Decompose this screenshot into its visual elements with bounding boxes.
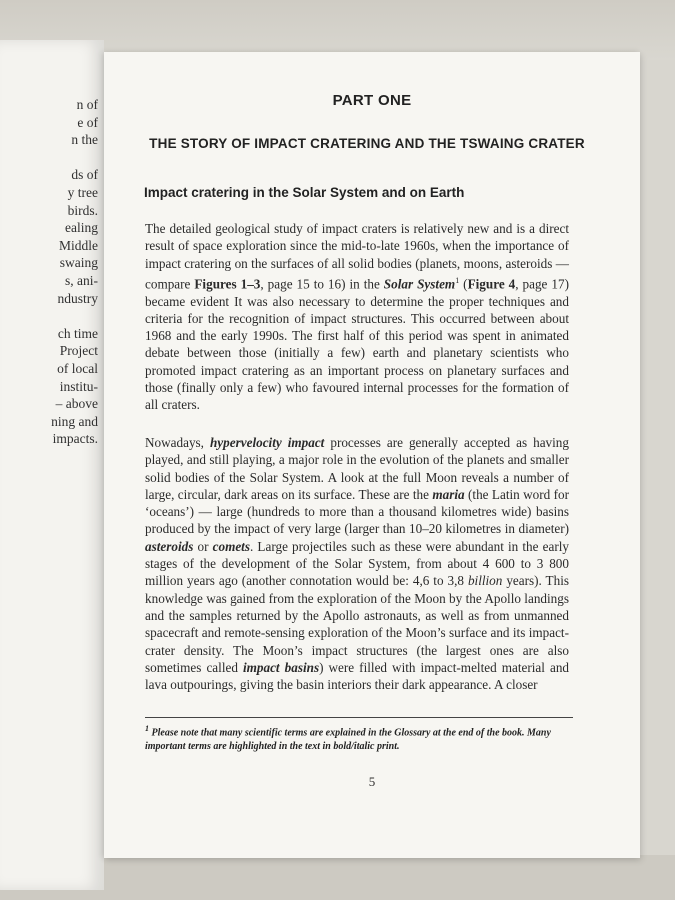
left-page-line: ch time	[57, 325, 98, 341]
left-page-line: ning and	[51, 413, 98, 429]
left-page-line: y tree	[67, 184, 98, 200]
paragraph-1: The detailed geological study of impact craters is relatively new and is a direct result of space exploration since the mid-to-late 1960s, when the importance of impact cratering on the surfaces of all solid bodies (planets, moons, asteroids — compare Figures 1–3, page 15 to 16) in the Solar System$^1$ (Figure 4, page 17) became evident It was also necessary to determine the proper techniques and criteria for the recognition of impact structures. This occurred between about 1968 and the early 1990s. The first half of this period was spent in animated debate between those (initially a few) earth and planetary scientists who promoted impact cratering as an important process on planetary surfaces and those (finally only a few) who favoured internal processes for the formation of all craters.	[145, 221, 569, 413]
footnote: $^1$ Please note that many scientific terms are explained in the Glossary at the end of the book. Many important terms are highlighted in the text in bold/italic print.	[145, 724, 551, 753]
figure-ref: Figures 1–3	[194, 276, 261, 292]
left-page-line: ndustry	[57, 290, 98, 306]
left-page	[0, 40, 104, 890]
left-page-line: impacts.	[52, 431, 98, 447]
left-page-line: Project	[59, 343, 98, 359]
left-page-line: n the	[71, 132, 98, 148]
term-comets: comets	[212, 538, 250, 554]
term-hypervelocity-impact: hypervelocity impact	[209, 435, 325, 450]
left-page-line: – above	[55, 396, 98, 412]
part-title: PART ONE	[332, 92, 412, 109]
term-billion: billion	[467, 573, 503, 589]
term-asteroids: asteroids	[145, 538, 194, 554]
left-page-line: Middle	[59, 237, 98, 253]
left-page-line	[0, 307, 98, 325]
figure-ref: Figure 4	[467, 276, 516, 292]
paragraph-2: Nowadays, hypervelocity impact processes are generally accepted as having played, and still playing, a major role in the evolution of the planets and smaller solid bodies of the Solar System. A look at the full Moon reveals a number of large, circular, dark areas on its surface. These are the maria (the Latin word for ‘oceans’) — large (hundreds to more than a thousand kilometres wide) basins produced by the impact of very large (larger than 10–20 kilometres in diameter) asteroids or comets. Large projectiles such as these were abundant in the early stages of the development of the Solar System, from about 4 600 to 3 800 million years ago (another connotation would be: 4,6 to 3,8 billion years). This knowledge was gained from the exploration of the Moon by the Apollo landings and the samples returned by the Apollo astronauts, as well as from unmanned spacecraft and remote-sensing exploration of the Moon’s surface and its impact-crater density. The Moon’s impact structures (the largest ones are also sometimes called impact basins) were filled with impact-melted material and lava outpourings, giving the basin interiors their dark appearance. A closer	[145, 435, 570, 693]
term-solar-system: Solar System	[383, 276, 456, 292]
left-page-line: e of	[77, 114, 98, 130]
chapter-title: THE STORY OF IMPACT CRATERING AND THE TSWAING CRATER	[149, 136, 585, 151]
section-title: Impact cratering in the Solar System and on Earth	[144, 185, 465, 200]
footnote-divider	[145, 717, 573, 718]
left-page-line	[0, 149, 98, 167]
page-number: 5	[368, 774, 376, 789]
left-page-line: swaing	[59, 255, 98, 271]
left-page-line: n of	[76, 97, 98, 112]
footnote-ref: 1	[455, 275, 460, 285]
left-page-line: s, ani-	[65, 272, 98, 288]
left-page-line: ds of	[71, 167, 98, 183]
term-impact-basins: impact basins	[242, 659, 320, 675]
left-page-text	[0, 96, 98, 448]
term-maria: maria	[432, 486, 465, 502]
right-page	[104, 52, 640, 858]
left-page-line: birds.	[67, 202, 98, 218]
left-page-line: ealing	[65, 220, 98, 236]
left-page-line: of local	[57, 360, 98, 376]
left-page-line: institu-	[59, 378, 98, 394]
